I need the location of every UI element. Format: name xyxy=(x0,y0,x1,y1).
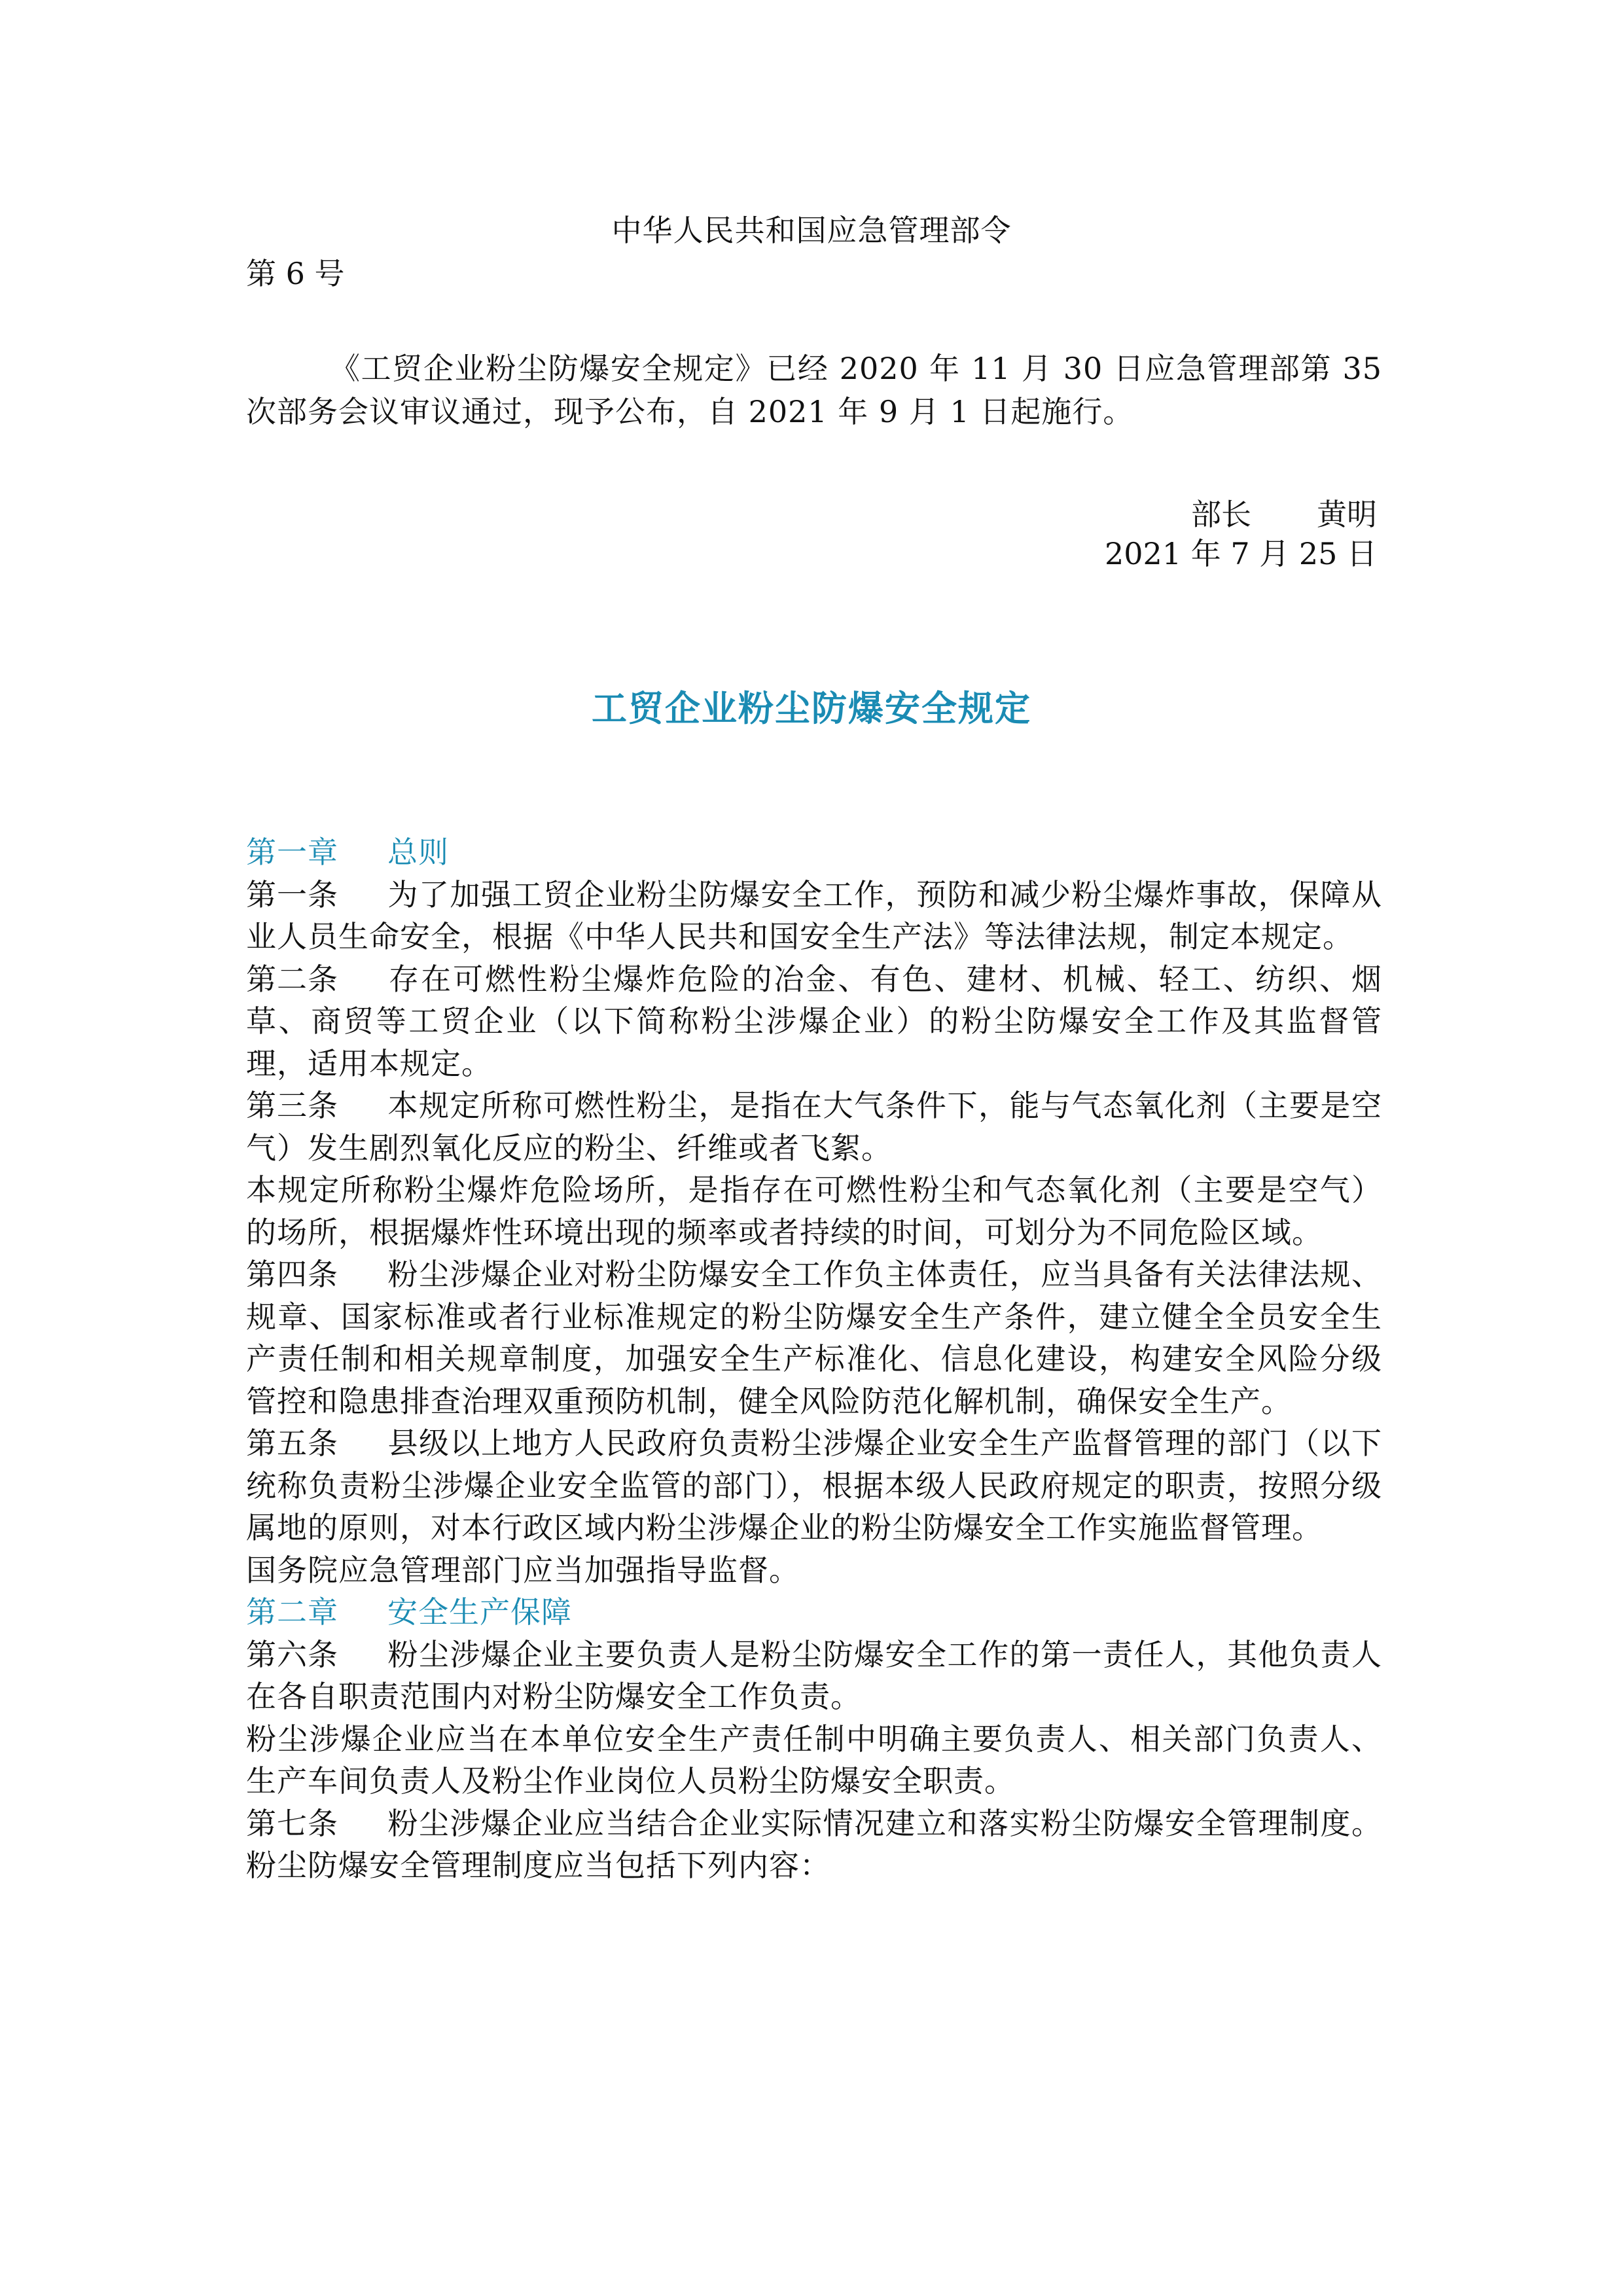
article-text: 粉尘涉爆企业对粉尘防爆安全工作负主体责任，应当具备有关法律法规、规章、国家标准或者行业标准规定的粉尘防爆安全生产条件，建立健全全员安全生产责任制和相关规章制度，加强安全生产标准化、信息化建设，构建安全风险分级管控和隐患排查治理双重预防机制，健全风险防范化解机制，确保安全生产。 xyxy=(246,1257,1382,1419)
article-paragraph xyxy=(246,958,1382,1085)
article-subparagraph: 本规定所称粉尘爆炸危险场所，是指存在可燃性粉尘和气态氧化剂（主要是空气）的场所，根据爆炸性环境出现的频率或者持续的时间，可划分为不同危险区域。 xyxy=(246,1172,1382,1250)
regulation-body xyxy=(246,831,1382,1887)
chapter-number: 第二章 xyxy=(246,1594,338,1630)
article-paragraph xyxy=(246,1085,1382,1169)
article-paragraph xyxy=(246,874,1382,958)
article-text: 县级以上地方人民政府负责粉尘涉爆企业安全生产监督管理的部门（以下统称负责粉尘涉爆企业安全监管的部门），根据本级人民政府规定的职责，按照分级属地的原则，对本行政区域内粉尘涉爆企业的粉尘防爆安全工作实施监督管理。 xyxy=(246,1426,1382,1545)
chapter-title: 总则 xyxy=(387,834,449,870)
chapter-heading xyxy=(246,831,1382,874)
chapter-heading xyxy=(246,1591,1382,1634)
article-text: 本规定所称可燃性粉尘，是指在大气条件下，能与气态氧化剂（主要是空气）发生剧烈氧化反应的粉尘、纤维或者飞絮。 xyxy=(246,1088,1382,1166)
article-number: 第七条 xyxy=(246,1805,338,1841)
article-number: 第六条 xyxy=(246,1636,338,1672)
signer-name: 黄明 xyxy=(1317,497,1377,532)
signature-date: 2021 年 7 月 25 日 xyxy=(1105,536,1377,571)
article-subparagraph: 粉尘涉爆企业应当在本单位安全生产责任制中明确主要负责人、相关部门负责人、生产车间负责人及粉尘作业岗位人员粉尘防爆安全职责。 xyxy=(246,1721,1382,1799)
article-number: 第二条 xyxy=(246,961,338,997)
article-text: 为了加强工贸企业粉尘防爆安全工作，预防和减少粉尘爆炸事故，保障从业人员生命安全，根据《中华人民共和国安全生产法》等法律法规，制定本规定。 xyxy=(246,876,1382,954)
chapter-number: 第一章 xyxy=(246,834,338,870)
article-paragraph xyxy=(246,1634,1382,1718)
article-text: 存在可燃性粉尘爆炸危险的冶金、有色、建材、机械、轻工、纺织、烟草、商贸等工贸企业（以下简称粉尘涉爆企业）的粉尘防爆安全工作及其监督管理，适用本规定。 xyxy=(246,961,1382,1081)
signature-block xyxy=(1105,495,1377,573)
article-number: 第四条 xyxy=(246,1257,338,1292)
decree-paragraph: 《工贸企业粉尘防爆安全规定》已经 2020 年 11 月 30 日应急管理部第 35 次部务会议审议通过，现予公布，自 2021 年 9 月 1 日起施行。 xyxy=(246,351,1382,429)
signer-title: 部长 xyxy=(1191,497,1251,532)
article-number: 第五条 xyxy=(246,1426,338,1461)
article-text: 粉尘涉爆企业主要负责人是粉尘防爆安全工作的第一责任人，其他负责人在各自职责范围内对粉尘防爆安全工作负责。 xyxy=(246,1636,1382,1714)
chapter-title: 安全生产保障 xyxy=(387,1594,572,1630)
order-title: 中华人民共和国应急管理部令 xyxy=(611,213,1012,248)
regulation-title: 工贸企业粉尘防爆安全规定 xyxy=(592,688,1031,729)
article-paragraph xyxy=(246,1803,1382,1887)
article-number: 第一条 xyxy=(246,876,338,912)
article-number: 第三条 xyxy=(246,1088,338,1123)
article-text: 粉尘涉爆企业应当结合企业实际情况建立和落实粉尘防爆安全管理制度。粉尘防爆安全管理制度应当包括下列内容： xyxy=(246,1805,1382,1883)
article-subparagraph: 国务院应急管理部门应当加强指导监督。 xyxy=(246,1552,800,1588)
article-paragraph xyxy=(246,1422,1382,1549)
article-paragraph xyxy=(246,1253,1382,1422)
signature-line xyxy=(1105,495,1377,534)
order-number: 第 6 号 xyxy=(246,256,345,291)
